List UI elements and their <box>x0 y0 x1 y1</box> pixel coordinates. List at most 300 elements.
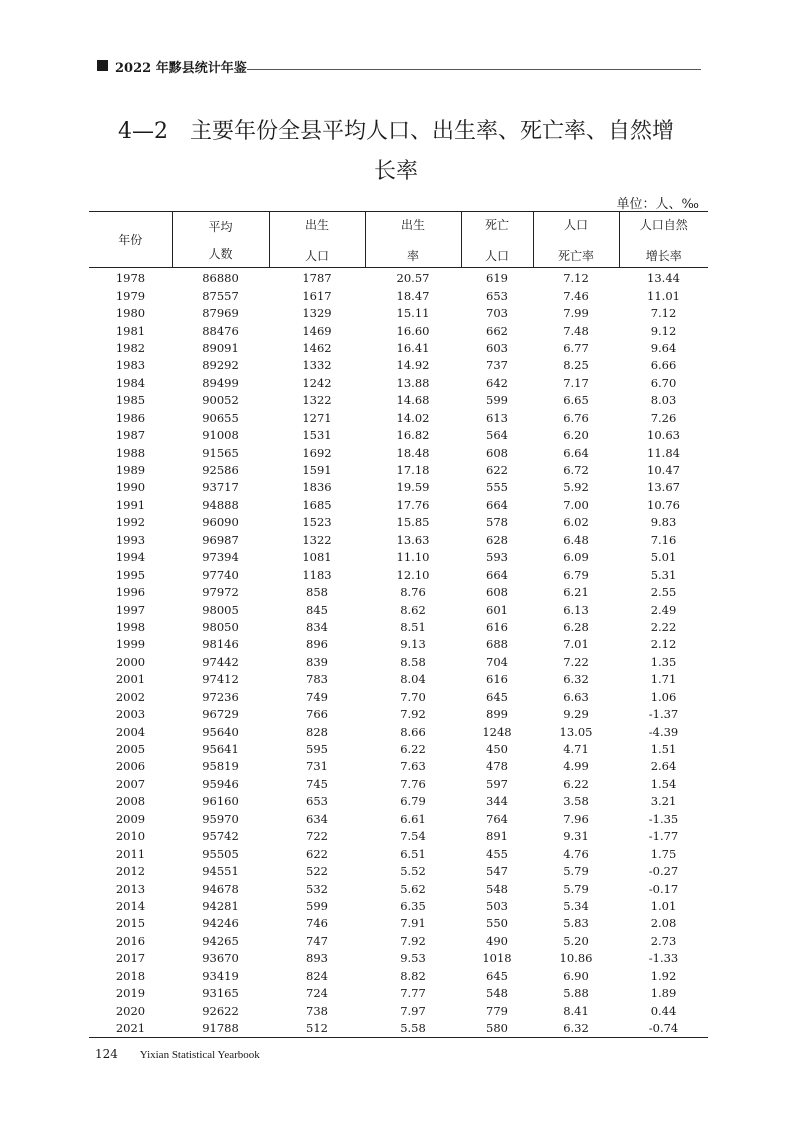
cell-year: 1990 <box>115 480 146 495</box>
cell-birth-rate: 7.91 <box>400 916 426 931</box>
cell-death-rate: 8.41 <box>563 1003 589 1018</box>
cell-avg-pop: 95946 <box>202 776 239 791</box>
table-row <box>89 828 708 845</box>
running-head <box>97 58 701 78</box>
cell-deaths: 891 <box>486 829 508 844</box>
cell-births: 896 <box>306 637 328 652</box>
cell-births: 522 <box>306 864 328 879</box>
cell-births: 839 <box>306 654 328 669</box>
table-body <box>89 268 708 1038</box>
table-row <box>89 933 708 950</box>
cell-deaths: 503 <box>486 898 508 913</box>
cell-year: 1983 <box>115 358 146 373</box>
table-row <box>89 549 708 566</box>
cell-avg-pop: 92586 <box>202 463 239 478</box>
table-row <box>89 968 708 985</box>
table-row <box>89 915 708 932</box>
cell-growth-rate: 2.73 <box>650 933 677 948</box>
cell-death-rate: 4.71 <box>563 742 589 757</box>
cell-birth-rate: 8.62 <box>400 602 426 617</box>
cell-deaths: 450 <box>486 742 508 757</box>
cell-avg-pop: 91788 <box>172 1020 269 1038</box>
table-row <box>89 427 708 444</box>
table-row <box>89 898 708 915</box>
cell-year: 2015 <box>115 916 146 931</box>
table-row <box>89 706 708 723</box>
cell-births: 595 <box>306 742 328 757</box>
table-row <box>89 776 708 793</box>
cell-births: 1531 <box>302 428 332 443</box>
cell-births: 1183 <box>302 567 332 582</box>
cell-birth-rate: 7.92 <box>400 933 426 948</box>
cell-growth-rate: 2.08 <box>650 916 677 931</box>
cell-death-rate: 7.96 <box>563 811 589 826</box>
table-row <box>89 758 708 775</box>
cell-birth-rate: 6.22 <box>400 742 426 757</box>
cell-births: 845 <box>306 602 328 617</box>
cell-deaths: 548 <box>486 986 508 1001</box>
table-row <box>89 462 708 479</box>
cell-deaths: 704 <box>486 654 508 669</box>
cell-growth-rate: -0.17 <box>648 881 679 896</box>
cell-year: 2009 <box>115 811 146 826</box>
cell-death-rate: 10.86 <box>559 951 593 966</box>
cell-year: 2004 <box>115 724 146 739</box>
cell-births: 1332 <box>302 358 332 373</box>
table-row <box>89 636 708 653</box>
table-row <box>89 479 708 496</box>
cell-births: 1271 <box>302 410 332 425</box>
cell-year: 1978 <box>115 271 146 286</box>
cell-birth-rate: 14.68 <box>396 393 430 408</box>
cell-births: 1322 <box>302 532 332 547</box>
cell-births: 824 <box>306 968 328 983</box>
cell-birth-rate: 8.51 <box>400 619 426 634</box>
cell-growth-rate: 1.35 <box>650 654 677 669</box>
cell-deaths: 703 <box>486 306 508 321</box>
cell-birth-rate: 7.97 <box>400 1003 426 1018</box>
cell-birth-rate: 7.70 <box>400 689 426 704</box>
cell-births: 1692 <box>302 445 332 460</box>
cell-year: 1999 <box>115 637 146 652</box>
cell-births: 783 <box>306 672 328 687</box>
cell-avg-pop: 95819 <box>202 759 239 774</box>
cell-death-rate: 9.29 <box>563 707 589 722</box>
cell-year: 1984 <box>115 375 146 390</box>
cell-deaths: 616 <box>486 619 508 634</box>
cell-deaths: 597 <box>486 776 508 791</box>
cell-growth-rate: -1.33 <box>648 951 679 966</box>
cell-avg-pop: 97972 <box>202 585 239 600</box>
cell-growth-rate: 10.47 <box>647 463 680 478</box>
cell-births: 1617 <box>302 288 332 303</box>
cell-year: 1989 <box>115 463 146 478</box>
cell-death-rate: 6.63 <box>563 689 589 704</box>
cell-births: 1081 <box>302 550 332 565</box>
cell-deaths: 455 <box>486 846 508 861</box>
cell-avg-pop: 94678 <box>202 881 239 896</box>
header-deaths-line1: 死亡 <box>484 217 509 232</box>
cell-deaths: 1018 <box>482 951 512 966</box>
cell-deaths: 593 <box>486 550 508 565</box>
cell-death-rate: 6.72 <box>563 463 589 478</box>
cell-birth-rate: 9.13 <box>400 637 426 652</box>
table-row <box>89 375 708 392</box>
table-row <box>89 793 708 810</box>
cell-birth-rate: 19.59 <box>396 480 430 495</box>
cell-growth-rate: 2.12 <box>650 637 677 652</box>
cell-birth-rate: 18.48 <box>396 445 430 460</box>
cell-birth-rate: 20.57 <box>396 271 430 286</box>
cell-avg-pop: 94888 <box>202 497 239 512</box>
cell-birth-rate: 7.92 <box>400 707 426 722</box>
cell-avg-pop: 88476 <box>202 323 239 338</box>
cell-growth-rate: 2.49 <box>650 602 677 617</box>
cell-births: 1242 <box>302 375 332 390</box>
yearbook-name: Yixian Statistical Yearbook <box>139 1049 260 1061</box>
cell-year: 1994 <box>115 550 146 565</box>
cell-death-rate: 6.32 <box>563 672 589 687</box>
cell-birth-rate: 7.63 <box>400 759 426 774</box>
cell-births: 599 <box>306 898 328 913</box>
table-row <box>89 689 708 706</box>
cell-deaths: 578 <box>486 515 508 530</box>
cell-deaths: 616 <box>486 672 508 687</box>
cell-growth-rate: -4.39 <box>648 724 679 739</box>
cell-births: 1329 <box>302 306 332 321</box>
cell-deaths: 601 <box>486 602 508 617</box>
cell-death-rate: 6.65 <box>563 393 589 408</box>
cell-growth-rate: 7.26 <box>650 410 677 425</box>
cell-birth-rate: 15.11 <box>396 306 430 321</box>
cell-year: 1996 <box>115 585 146 600</box>
cell-death-rate: 6.28 <box>563 619 589 634</box>
cell-avg-pop: 91565 <box>202 445 239 460</box>
cell-death-rate: 7.00 <box>563 497 589 512</box>
cell-births: 1836 <box>302 480 332 495</box>
cell-deaths: 764 <box>486 811 508 826</box>
cell-avg-pop: 96729 <box>202 707 239 722</box>
cell-growth-rate: 1.89 <box>650 986 677 1001</box>
cell-avg-pop: 96160 <box>202 794 239 809</box>
cell-death-rate: 6.79 <box>563 567 589 582</box>
table-row <box>89 444 708 461</box>
table-row <box>89 845 708 862</box>
table-row <box>89 357 708 374</box>
header-death-rate-line1: 人口 <box>563 217 588 232</box>
table-title-line-1: 4—2 主要年份全县平均人口、出生率、死亡率、自然增 <box>118 119 674 144</box>
cell-growth-rate: 11.84 <box>647 445 680 460</box>
cell-year: 2014 <box>115 898 146 913</box>
cell-birth-rate: 5.52 <box>400 864 426 879</box>
header-births <box>269 212 365 268</box>
table-row <box>89 863 708 880</box>
cell-deaths: 548 <box>486 881 508 896</box>
cell-year: 2006 <box>115 759 146 774</box>
cell-growth-rate: -1.35 <box>648 811 679 826</box>
cell-birth-rate: 17.18 <box>396 463 430 478</box>
cell-death-rate: 6.64 <box>563 445 589 460</box>
cell-deaths: 550 <box>486 916 508 931</box>
cell-birth-rate: 6.35 <box>400 898 426 913</box>
header-growth-rate <box>619 212 708 268</box>
cell-death-rate: 6.32 <box>533 1020 619 1038</box>
cell-growth-rate: 2.22 <box>650 619 677 634</box>
cell-growth-rate: 7.12 <box>650 306 677 321</box>
cell-birth-rate: 15.85 <box>396 515 430 530</box>
cell-birth-rate: 18.47 <box>396 288 430 303</box>
cell-growth-rate: 2.55 <box>650 585 677 600</box>
cell-year: 1995 <box>115 567 146 582</box>
cell-birth-rate: 16.82 <box>396 428 430 443</box>
cell-death-rate: 5.79 <box>563 881 589 896</box>
cell-birth-rate: 7.76 <box>400 776 426 791</box>
cell-growth-rate: 1.01 <box>650 898 677 913</box>
cell-year: 2019 <box>115 986 146 1001</box>
cell-births: 745 <box>306 776 328 791</box>
cell-growth-rate: 1.06 <box>650 689 677 704</box>
square-bullet-icon <box>97 60 108 71</box>
cell-year: 1979 <box>115 288 146 303</box>
cell-avg-pop: 89091 <box>202 340 239 355</box>
cell-avg-pop: 94551 <box>202 864 239 879</box>
cell-growth-rate: 1.51 <box>650 742 677 757</box>
cell-growth-rate: 9.83 <box>650 515 677 530</box>
cell-avg-pop: 92622 <box>202 1003 239 1018</box>
cell-year: 2010 <box>115 829 146 844</box>
table-row <box>89 741 708 758</box>
cell-growth-rate: -0.27 <box>648 864 679 879</box>
cell-avg-pop: 94281 <box>202 898 239 913</box>
cell-death-rate: 6.22 <box>563 776 589 791</box>
header-birth-rate-line2: 率 <box>406 248 419 263</box>
page-number: 124 <box>95 1047 118 1061</box>
cell-avg-pop: 98050 <box>202 619 239 634</box>
cell-deaths: 1248 <box>482 724 512 739</box>
table-title <box>90 112 702 192</box>
cell-avg-pop: 97394 <box>202 550 239 565</box>
cell-avg-pop: 95742 <box>202 829 239 844</box>
cell-deaths: 619 <box>486 271 508 286</box>
cell-births: 749 <box>306 689 328 704</box>
cell-death-rate: 7.99 <box>563 306 589 321</box>
cell-death-rate: 7.46 <box>563 288 589 303</box>
cell-growth-rate: 1.75 <box>650 846 677 861</box>
cell-year: 2018 <box>115 968 146 983</box>
cell-growth-rate: 7.16 <box>650 532 677 547</box>
cell-births: 746 <box>306 916 328 931</box>
table-row <box>89 268 708 288</box>
cell-death-rate: 5.88 <box>563 986 589 1001</box>
header-deaths-line2: 人口 <box>484 248 509 263</box>
cell-year: 2021 <box>89 1020 172 1038</box>
cell-death-rate: 6.20 <box>563 428 589 443</box>
cell-death-rate: 7.01 <box>563 637 589 652</box>
cell-growth-rate: 1.71 <box>650 672 677 687</box>
table-row <box>89 287 708 304</box>
header-row-1 <box>89 212 708 241</box>
cell-births: 532 <box>306 881 328 896</box>
cell-growth-rate: 9.64 <box>650 340 677 355</box>
cell-births: 653 <box>306 794 328 809</box>
cell-births: 512 <box>269 1020 365 1038</box>
cell-birth-rate: 13.88 <box>396 375 430 390</box>
cell-death-rate: 8.25 <box>563 358 589 373</box>
header-growth-line2: 增长率 <box>645 248 682 263</box>
cell-death-rate: 5.20 <box>563 933 589 948</box>
cell-avg-pop: 86880 <box>202 271 239 286</box>
cell-deaths: 564 <box>486 428 508 443</box>
cell-avg-pop: 90052 <box>202 393 239 408</box>
cell-avg-pop: 93717 <box>202 480 239 495</box>
cell-year: 2000 <box>115 654 146 669</box>
cell-deaths: 490 <box>486 933 508 948</box>
cell-year: 2013 <box>115 881 146 896</box>
cell-growth-rate: 6.66 <box>650 358 677 373</box>
header-death-rate <box>533 212 619 268</box>
header-avg-pop-line2: 人数 <box>172 240 269 268</box>
cell-year: 1986 <box>115 410 146 425</box>
cell-death-rate: 7.17 <box>563 375 589 390</box>
cell-death-rate: 5.34 <box>563 898 589 913</box>
cell-births: 1523 <box>302 515 332 530</box>
cell-avg-pop: 98005 <box>202 602 239 617</box>
cell-birth-rate: 8.58 <box>400 654 426 669</box>
table-row <box>89 671 708 688</box>
cell-birth-rate: 8.76 <box>400 585 426 600</box>
running-head-title: 2022 年黟县统计年鉴 <box>115 61 247 76</box>
cell-death-rate: 7.48 <box>563 323 589 338</box>
cell-deaths: 547 <box>486 864 508 879</box>
cell-year: 1993 <box>115 532 146 547</box>
cell-death-rate: 6.21 <box>563 585 589 600</box>
cell-growth-rate: 5.31 <box>650 567 677 582</box>
cell-births: 738 <box>306 1003 328 1018</box>
cell-death-rate: 6.76 <box>563 410 589 425</box>
cell-births: 731 <box>306 759 328 774</box>
cell-death-rate: 6.90 <box>563 968 589 983</box>
cell-avg-pop: 97740 <box>202 567 239 582</box>
cell-year: 2020 <box>115 1003 146 1018</box>
cell-birth-rate: 8.82 <box>400 968 426 983</box>
cell-year: 1981 <box>115 323 146 338</box>
cell-death-rate: 5.83 <box>563 916 589 931</box>
cell-deaths: 664 <box>486 567 508 582</box>
cell-death-rate: 7.12 <box>563 271 589 286</box>
cell-year: 2007 <box>115 776 146 791</box>
cell-growth-rate: -1.37 <box>648 707 679 722</box>
cell-growth-rate: 13.67 <box>647 480 680 495</box>
header-births-line2: 人口 <box>304 248 329 263</box>
cell-birth-rate: 8.66 <box>400 724 426 739</box>
cell-births: 722 <box>306 829 328 844</box>
cell-birth-rate: 14.92 <box>396 358 430 373</box>
cell-death-rate: 4.99 <box>563 759 589 774</box>
cell-year: 1988 <box>115 445 146 460</box>
cell-death-rate: 6.77 <box>563 340 589 355</box>
header-deaths <box>461 212 533 268</box>
cell-deaths: 779 <box>486 1003 508 1018</box>
cell-year: 2016 <box>115 933 146 948</box>
cell-deaths: 662 <box>486 323 508 338</box>
population-table <box>89 211 708 1038</box>
cell-year: 1991 <box>115 497 146 512</box>
header-year: 年份 <box>118 233 143 247</box>
header-growth-line1: 人口自然 <box>639 217 688 232</box>
cell-avg-pop: 97442 <box>202 654 239 669</box>
cell-birth-rate: 7.54 <box>400 829 426 844</box>
cell-year: 1982 <box>115 340 146 355</box>
cell-year: 2008 <box>115 794 146 809</box>
table-title-line-2: 长率 <box>373 159 418 184</box>
cell-death-rate: 5.79 <box>563 864 589 879</box>
cell-death-rate: 5.92 <box>563 480 589 495</box>
cell-deaths: 653 <box>486 288 508 303</box>
cell-births: 834 <box>306 619 328 634</box>
table-row <box>89 811 708 828</box>
cell-deaths: 645 <box>486 689 508 704</box>
cell-birth-rate: 17.76 <box>396 497 430 512</box>
cell-births: 724 <box>306 986 328 1001</box>
table-row <box>89 880 708 897</box>
cell-deaths: 628 <box>486 532 508 547</box>
cell-deaths: 478 <box>486 759 508 774</box>
cell-avg-pop: 94246 <box>202 916 239 931</box>
table-row <box>89 340 708 357</box>
cell-avg-pop: 94265 <box>202 933 239 948</box>
cell-death-rate: 4.76 <box>563 846 589 861</box>
cell-growth-rate: 10.63 <box>647 428 680 443</box>
cell-death-rate: 3.58 <box>563 794 589 809</box>
cell-year: 1997 <box>115 602 146 617</box>
cell-birth-rate: 13.63 <box>396 532 430 547</box>
header-avg-pop-line1: 平均 <box>172 212 269 241</box>
cell-deaths: 599 <box>486 393 508 408</box>
table-row <box>89 1002 708 1019</box>
cell-births: 1469 <box>302 323 332 338</box>
cell-year: 2017 <box>115 951 146 966</box>
table-row <box>89 1020 708 1038</box>
cell-year: 1992 <box>115 515 146 530</box>
cell-births: 747 <box>306 933 328 948</box>
header-births-line1: 出生 <box>304 217 329 232</box>
table-row <box>89 584 708 601</box>
cell-birth-rate: 5.62 <box>400 881 426 896</box>
cell-growth-rate: 0.44 <box>650 1003 677 1018</box>
cell-avg-pop: 95970 <box>202 811 239 826</box>
cell-growth-rate: 1.54 <box>650 776 677 791</box>
cell-growth-rate: 8.03 <box>650 393 677 408</box>
cell-deaths: 344 <box>486 794 508 809</box>
cell-birth-rate: 5.58 <box>365 1020 461 1038</box>
cell-births: 1685 <box>302 497 332 512</box>
cell-death-rate: 13.05 <box>559 724 593 739</box>
cell-year: 1987 <box>115 428 146 443</box>
cell-births: 893 <box>306 951 328 966</box>
cell-deaths: 580 <box>461 1020 533 1038</box>
cell-avg-pop: 97236 <box>202 689 239 704</box>
cell-avg-pop: 89499 <box>202 375 239 390</box>
table-row <box>89 322 708 339</box>
cell-birth-rate: 6.51 <box>400 846 426 861</box>
cell-deaths: 555 <box>486 480 508 495</box>
cell-avg-pop: 95641 <box>202 742 239 757</box>
cell-year: 1980 <box>115 306 146 321</box>
cell-death-rate: 6.48 <box>563 532 589 547</box>
cell-death-rate: 6.13 <box>563 602 589 617</box>
cell-year: 2003 <box>115 707 146 722</box>
cell-birth-rate: 6.79 <box>400 794 426 809</box>
